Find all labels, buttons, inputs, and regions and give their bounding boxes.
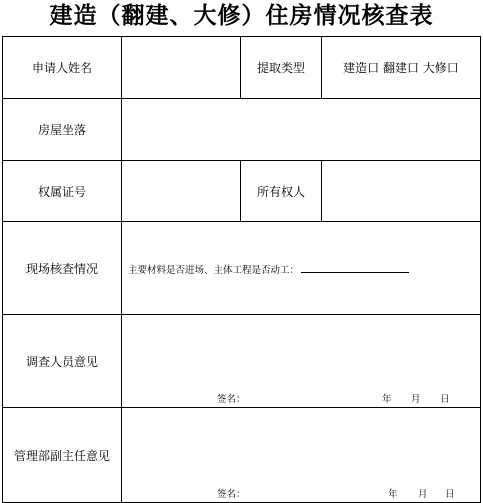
manager-sign-label: 签名：	[217, 489, 246, 500]
investigator-date-month: 月	[411, 394, 421, 405]
site-check-field[interactable]	[122, 222, 481, 315]
ownership-cert-label: 权属证号	[3, 161, 122, 222]
manager-date-day: 日	[445, 489, 455, 500]
investigator-opinion-field[interactable]	[122, 315, 481, 408]
applicant-name-label: 申请人姓名	[3, 37, 122, 99]
manager-opinion-label: 管理部副主任意见	[3, 408, 122, 503]
house-location-label: 房屋坐落	[3, 99, 122, 161]
manager-date-month: 月	[418, 489, 428, 500]
extract-type-options[interactable]: 建造口 翻建口 大修口	[322, 37, 481, 99]
site-check-question-text: 主要材料是否进场、主体工程是否动工：	[128, 265, 300, 276]
owner-field[interactable]	[322, 161, 481, 222]
owner-label: 所有权人	[241, 161, 322, 222]
investigator-sign-label: 签名：	[217, 394, 246, 405]
extract-type-label: 提取类型	[241, 37, 322, 99]
investigator-opinion-label: 调查人员意见	[3, 315, 122, 408]
applicant-name-field[interactable]	[122, 37, 241, 99]
investigator-date-day: 日	[440, 394, 450, 405]
verification-form	[2, 36, 481, 503]
page-title: 建造（翻建、大修）住房情况核查表	[49, 3, 434, 29]
manager-date-year: 年	[388, 489, 398, 500]
house-location-field[interactable]	[122, 99, 481, 161]
site-check-answer-line[interactable]	[301, 262, 409, 273]
site-check-label: 现场核查情况	[3, 222, 122, 315]
investigator-date-year: 年	[382, 394, 392, 405]
site-check-question	[128, 262, 409, 276]
ownership-cert-field[interactable]	[122, 161, 241, 222]
manager-opinion-field[interactable]	[122, 408, 481, 503]
